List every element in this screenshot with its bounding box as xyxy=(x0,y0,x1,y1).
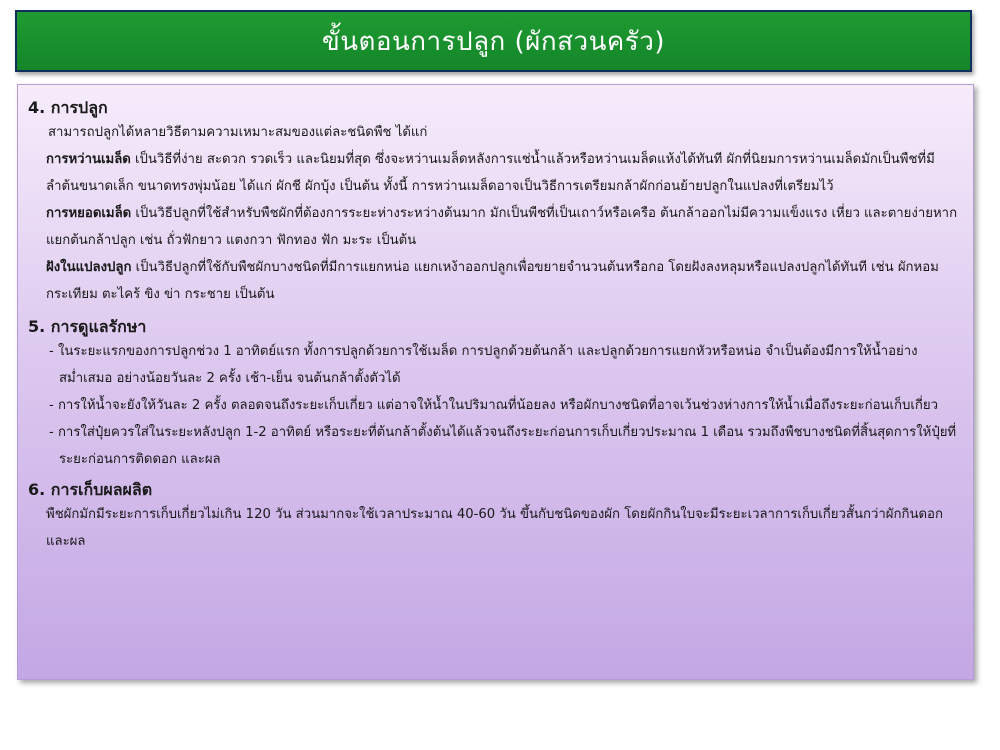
planting-intro: สามารถปลูกได้หลายวิธีตามความเหมาะสมของแต่ละชนิดพืช ได้แก่ xyxy=(48,125,428,140)
method-description: เป็นวิธีปลูกที่ใช้กับพืชผักบางชนิดที่มีการแยกหน่อ แยกเหง้าออกปลูกเพื่อขยายจำนวนต้นหรือกอ โดยฝังลงหลุมหรือแปลงปลูกได้ทันที เช่น ผักหอม กระเทียม ตะไคร้ ขิง ข่า กระชาย เป็นต้น xyxy=(46,260,939,302)
content-panel xyxy=(17,84,974,680)
care-bullet: - การใส่ปุ๋ยควรใส่ในระยะหลังปลูก 1-2 อาทิตย์ หรือระยะที่ต้นกล้าตั้งต้นได้แล้วจนถึงระยะก่อนการเก็บเกี่ยวประมาณ 1 เดือน รวมถึงพืชบางชนิดที่สิ้นสุดการให้ปุ๋ยที่ระยะก่อนการติดดอก และผล xyxy=(49,425,957,467)
title-banner xyxy=(15,10,972,72)
section-heading-planting: 4. การปลูก xyxy=(28,98,108,117)
slide-title: ขั้นตอนการปลูก (ผักสวนครัว) xyxy=(321,26,666,57)
method-description: เป็นวิธีที่ง่าย สะดวก รวดเร็ว และนิยมที่สุด ซึ่งจะหว่านเมล็ดหลังการแช่น้ำแล้วหรือหว่านเมล็ดแห้งได้ทันที ผักที่นิยมการหว่านเมล็ดมักเป็นพืชที่มีลำต้นขนาดเล็ก ขนาดทรงพุ่มน้อย ได้แก่ ผักชี ผักบุ้ง เป็นต้น ทั้งนี้ การหว่านเมล็ดอาจเป็นวิธีการเตรียมกล้าผักก่อนย้ายปลูกในแปลงที่เตรียมไว้ xyxy=(46,152,935,194)
method-term: ฝังในแปลงปลูก xyxy=(46,260,132,275)
care-bullet: - ในระยะแรกของการปลูกช่วง 1 อาทิตย์แรก ทั้งการปลูกด้วยการใช้เมล็ด การปลูกด้วยต้นกล้า และปลูกด้วยการแยกหัวหรือหน่อ จำเป็นต้องมีการให้น้ำอย่างสม่ำเสมอ อย่างน้อยวันละ 2 ครั้ง เช้า-เย็น จนต้นกล้าตั้งตัวได้ xyxy=(49,344,918,386)
method-bed-planting xyxy=(28,254,963,308)
care-bullet: - การให้น้ำจะยังให้วันละ 2 ครั้ง ตลอดจนถึงระยะเก็บเกี่ยว แต่อาจให้น้ำในปริมาณที่น้อยลง หรือผักบางชนิดที่อาจเว้นช่วงห่างการให้น้ำเมื่อถึงระยะก่อนเก็บเกี่ยว xyxy=(49,398,939,413)
method-description: เป็นวิธีปลูกที่ใช้สำหรับพืชผักที่ต้องการระยะห่างระหว่างต้นมาก มักเป็นพืชที่เป็นเถาว์หรือเครือ ต้นกล้าออกไม่มีความแข็งแรง เหี่ยว และตายง่ายหากแยกต้นกล้าปลูก เช่น ถั่วฟักยาว แตงกวา ฟักทอง ฟัก มะระ เป็นต้น xyxy=(46,206,958,248)
section-heading-harvest: 6. การเก็บผลผลิต xyxy=(28,480,153,499)
method-term: การหว่านเมล็ด xyxy=(46,152,131,167)
method-dibbling xyxy=(28,200,963,254)
method-term: การหยอดเมล็ด xyxy=(46,206,132,221)
harvest-text: พืชผักมักมีระยะการเก็บเกี่ยวไม่เกิน 120 วัน ส่วนมากจะใช้เวลาประมาณ 40-60 วัน ขึ้นกับชนิดของผัก โดยผักกินใบจะมีระยะเวลาการเก็บเกี่ยวสั้นกว่าผักกินดอก และผล xyxy=(46,507,943,549)
section-heading-care: 5. การดูแลรักษา xyxy=(28,317,147,336)
method-sowing xyxy=(28,146,963,200)
